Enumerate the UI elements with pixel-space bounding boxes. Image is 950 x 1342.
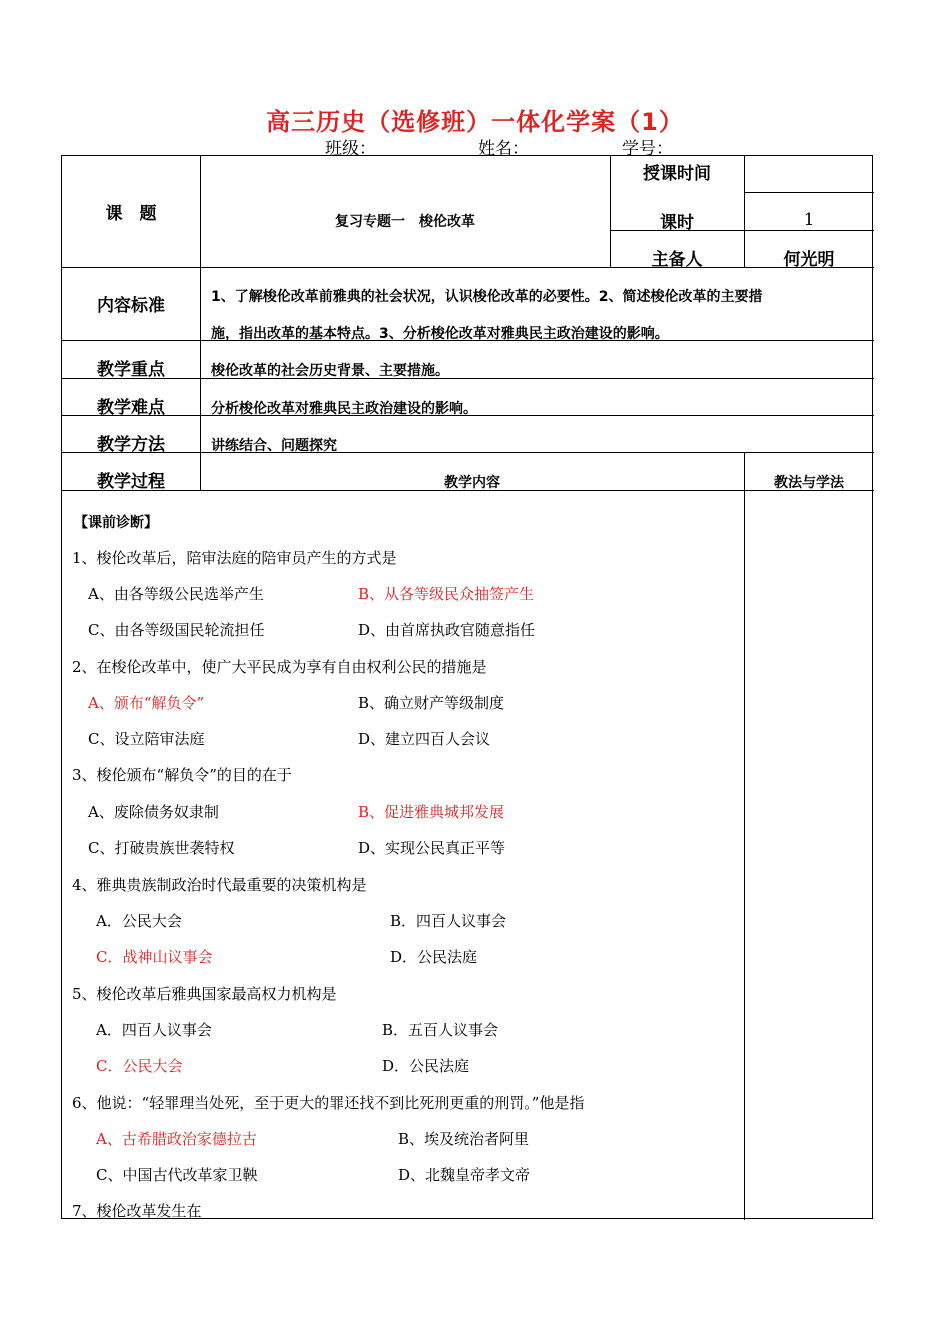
question-4-stem: 4、雅典贵族制政治时代最重要的决策机构是 [72,876,367,894]
process-label: 教学过程 [97,471,165,492]
lead-preparer-label: 主备人 [651,249,703,270]
key-points-value: 梭伦改革的社会历史背景、主要措施。 [211,363,449,379]
question-1-option-c: C、由各等级国民轮流担任 [88,621,265,639]
question-3-option-d: D、实现公民真正平等 [358,839,506,857]
content-standard-line-1: 1、了解梭伦改革前雅典的社会状况，认识梭伦改革的必要性。2、简述梭伦改革的主要措 [211,289,763,305]
question-1-stem: 1、梭伦改革后，陪审法庭的陪审员产生的方式是 [72,549,397,567]
approach-header: 教法与学法 [774,475,844,491]
question-5-stem: 5、梭伦改革后雅典国家最高权力机构是 [72,985,337,1003]
page-title: 高三历史（选修班）一体化学案（1） [266,108,684,136]
question-2-option-c: C、设立陪审法庭 [88,730,205,748]
question-2-stem: 2、在梭伦改革中，使广大平民成为享有自由权利公民的措施是 [72,658,487,676]
section-heading: 【课前诊断】 [74,515,158,531]
teaching-time-label: 授课时间 [643,163,711,184]
name-label: 姓名： [478,139,529,159]
question-5-option-b: B．五百人议事会 [382,1021,499,1039]
class-hours-value: 1 [803,210,815,230]
lead-preparer-value: 何光明 [783,249,835,270]
question-4-option-a: A．公民大会 [96,912,182,930]
question-1-option-a: A、由各等级公民选举产生 [88,585,264,603]
content-standard-line-2: 施，指出改革的基本特点。3、分析梭伦改革对雅典民主政治建设的影响。 [211,326,669,342]
topic-label: 课 题 [105,204,157,224]
topic-value: 复习专题一 梭伦改革 [335,214,475,230]
question-6-stem: 6、他说：“轻罪理当处死，至于更大的罪还找不到比死刑更重的刑罚。”他是指 [72,1094,585,1112]
question-2-option-d: D、建立四百人会议 [358,730,491,748]
question-6-option-b: B、埃及统治者阿里 [398,1130,530,1148]
question-4-option-d: D．公民法庭 [390,948,478,966]
difficulty-value: 分析梭伦改革对雅典民主政治建设的影响。 [211,401,477,417]
question-2-option-a: A、颁布“解负令” [88,694,205,712]
content-standard-label: 内容标准 [97,296,165,316]
key-points-label: 教学重点 [97,359,165,380]
question-3-option-c: C、打破贵族世袭特权 [88,839,235,857]
question-4-option-c: C．战神山议事会 [96,948,213,966]
question-7-stem: 7、梭伦改革发生在 [72,1202,202,1220]
question-3-option-b: B、促进雅典城邦发展 [358,803,505,821]
question-3-stem: 3、梭伦颁布“解负令”的目的在于 [72,766,292,784]
question-4-option-b: B．四百人议事会 [390,912,507,930]
question-6-option-d: D、北魏皇帝孝文帝 [398,1166,531,1184]
question-6-option-a: A、古希腊政治家德拉古 [96,1130,257,1148]
teaching-time-value [744,156,874,192]
lesson-table [61,155,873,1219]
method-value: 讲练结合、问题探究 [211,438,337,454]
question-6-option-c: C、中国古代改革家卫鞅 [96,1166,258,1184]
class-hours-label: 课时 [660,212,694,233]
question-5-option-a: A．四百人议事会 [96,1021,212,1039]
student-id-label: 学号： [622,139,673,159]
question-5-option-c: C．公民大会 [96,1057,183,1075]
method-label: 教学方法 [97,434,165,455]
content-header: 教学内容 [444,475,500,491]
question-5-option-d: D．公民法庭 [382,1057,470,1075]
question-3-option-a: A、废除债务奴隶制 [88,803,219,821]
question-1-option-b: B、从各等级民众抽签产生 [358,585,535,603]
question-1-option-d: D、由首席执政官随意指任 [358,621,536,639]
question-2-option-b: B、确立财产等级制度 [358,694,505,712]
difficulty-label: 教学难点 [97,397,165,418]
class-label: 班级： [325,139,376,159]
